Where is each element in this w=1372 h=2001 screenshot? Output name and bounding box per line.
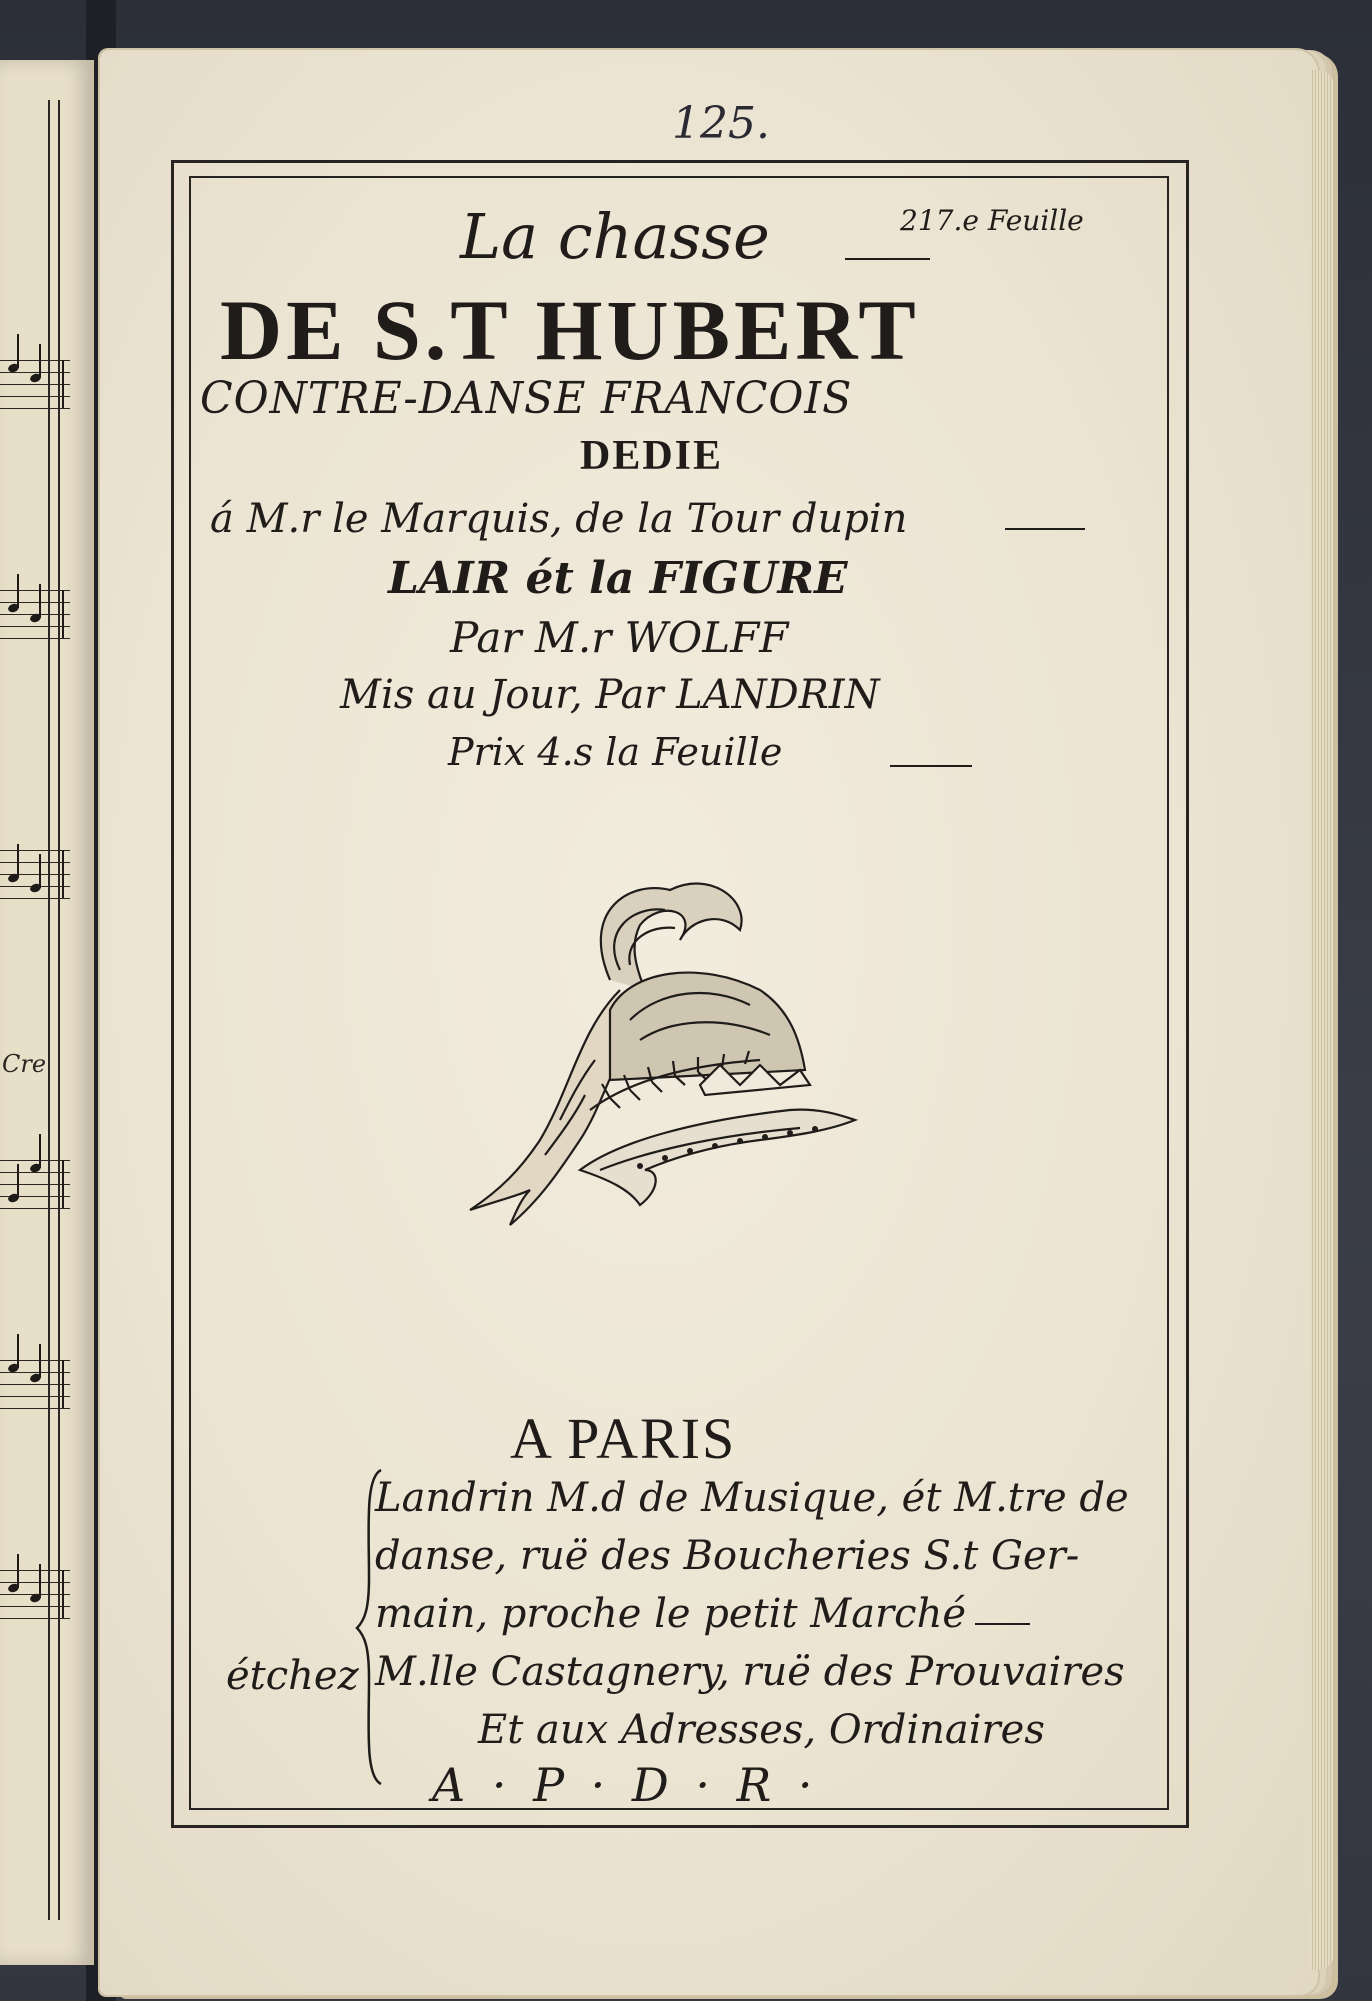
- note-stem: [39, 1134, 41, 1168]
- note-stem: [39, 1564, 41, 1598]
- staff-line: [0, 1606, 70, 1607]
- imprint-line-3: main, proche le petit Marché: [375, 1591, 966, 1637]
- staff-line: [0, 1570, 70, 1571]
- imprint-city: A PARIS: [510, 1406, 737, 1471]
- staff-line: [0, 1384, 70, 1385]
- dedication: á M.r le Marquis, de la Tour dupin: [210, 496, 908, 542]
- imprint-line-1: Landrin M.d de Musique, ét M.tre de: [375, 1475, 1129, 1521]
- staff-line: [0, 1208, 70, 1209]
- sheet-number: 217.e Feuille: [900, 204, 1084, 237]
- staff-line: [0, 590, 70, 591]
- note-stem: [39, 854, 41, 888]
- left-page-frame-line: [58, 100, 60, 1920]
- staff-line: [0, 862, 70, 863]
- bar-line: [62, 360, 64, 408]
- title-line-4: DEDIE: [580, 433, 724, 479]
- title-line-1: La chasse: [460, 200, 770, 273]
- flourish: [1005, 528, 1085, 530]
- publisher-line: Mis au Jour, Par LANDRIN: [340, 672, 880, 718]
- imprint-line-4: M.lle Castagnery, ruë des Prouvaires: [375, 1649, 1125, 1695]
- folio-number: 125.: [672, 98, 770, 149]
- staff-line: [0, 1160, 70, 1161]
- staff-line: [0, 850, 70, 851]
- left-page-text-fragment: Cre: [2, 1050, 47, 1078]
- page-edges: [1310, 70, 1334, 1970]
- staff-line: [0, 408, 70, 409]
- imprint-line-2: danse, ruë des Boucheries S.t Ger-: [375, 1533, 1080, 1579]
- staff-line: [0, 1184, 70, 1185]
- note-stem: [17, 844, 19, 878]
- bar-line: [62, 1360, 64, 1408]
- note-stem: [39, 1344, 41, 1378]
- author-line: Par M.r WOLFF: [450, 613, 789, 662]
- note-stem: [39, 584, 41, 618]
- staff-line: [0, 626, 70, 627]
- staff-line: [0, 1618, 70, 1619]
- plumed-helmet-illustration: [460, 870, 880, 1230]
- left-page-frame-line: [48, 100, 50, 1920]
- staff-line: [0, 898, 70, 899]
- staff-line: [0, 1396, 70, 1397]
- note-stem: [17, 1164, 19, 1198]
- flourish: [975, 1623, 1030, 1625]
- flourish: [890, 765, 972, 767]
- staff-line: [0, 1360, 70, 1361]
- privilege-line: A · P · D · R ·: [432, 1758, 819, 1812]
- title-line-2: DE S.T HUBERT: [220, 282, 920, 378]
- title-line-3: CONTRE-DANSE FRANCOIS: [200, 373, 853, 424]
- bar-line: [62, 1160, 64, 1208]
- note-stem: [17, 574, 19, 608]
- price-line: Prix 4.s la Feuille: [448, 730, 783, 774]
- note-stem: [17, 1334, 19, 1368]
- note-stem: [39, 344, 41, 378]
- staff-line: [0, 638, 70, 639]
- air-and-figure: LAIR ét la FIGURE: [388, 553, 848, 604]
- flourish: [845, 258, 930, 260]
- imprint-line-5: Et aux Adresses, Ordinaires: [478, 1707, 1045, 1753]
- bar-line: [62, 590, 64, 638]
- left-facing-page: [0, 60, 94, 1965]
- note-stem: [17, 334, 19, 368]
- staff-line: [0, 360, 70, 361]
- note-stem: [17, 1554, 19, 1588]
- staff-line: [0, 396, 70, 397]
- bar-line: [62, 1570, 64, 1618]
- imprint-etchez: étchez: [226, 1653, 359, 1699]
- staff-line: [0, 1582, 70, 1583]
- bar-line: [62, 850, 64, 898]
- staff-line: [0, 384, 70, 385]
- staff-line: [0, 1408, 70, 1409]
- staff-line: [0, 602, 70, 603]
